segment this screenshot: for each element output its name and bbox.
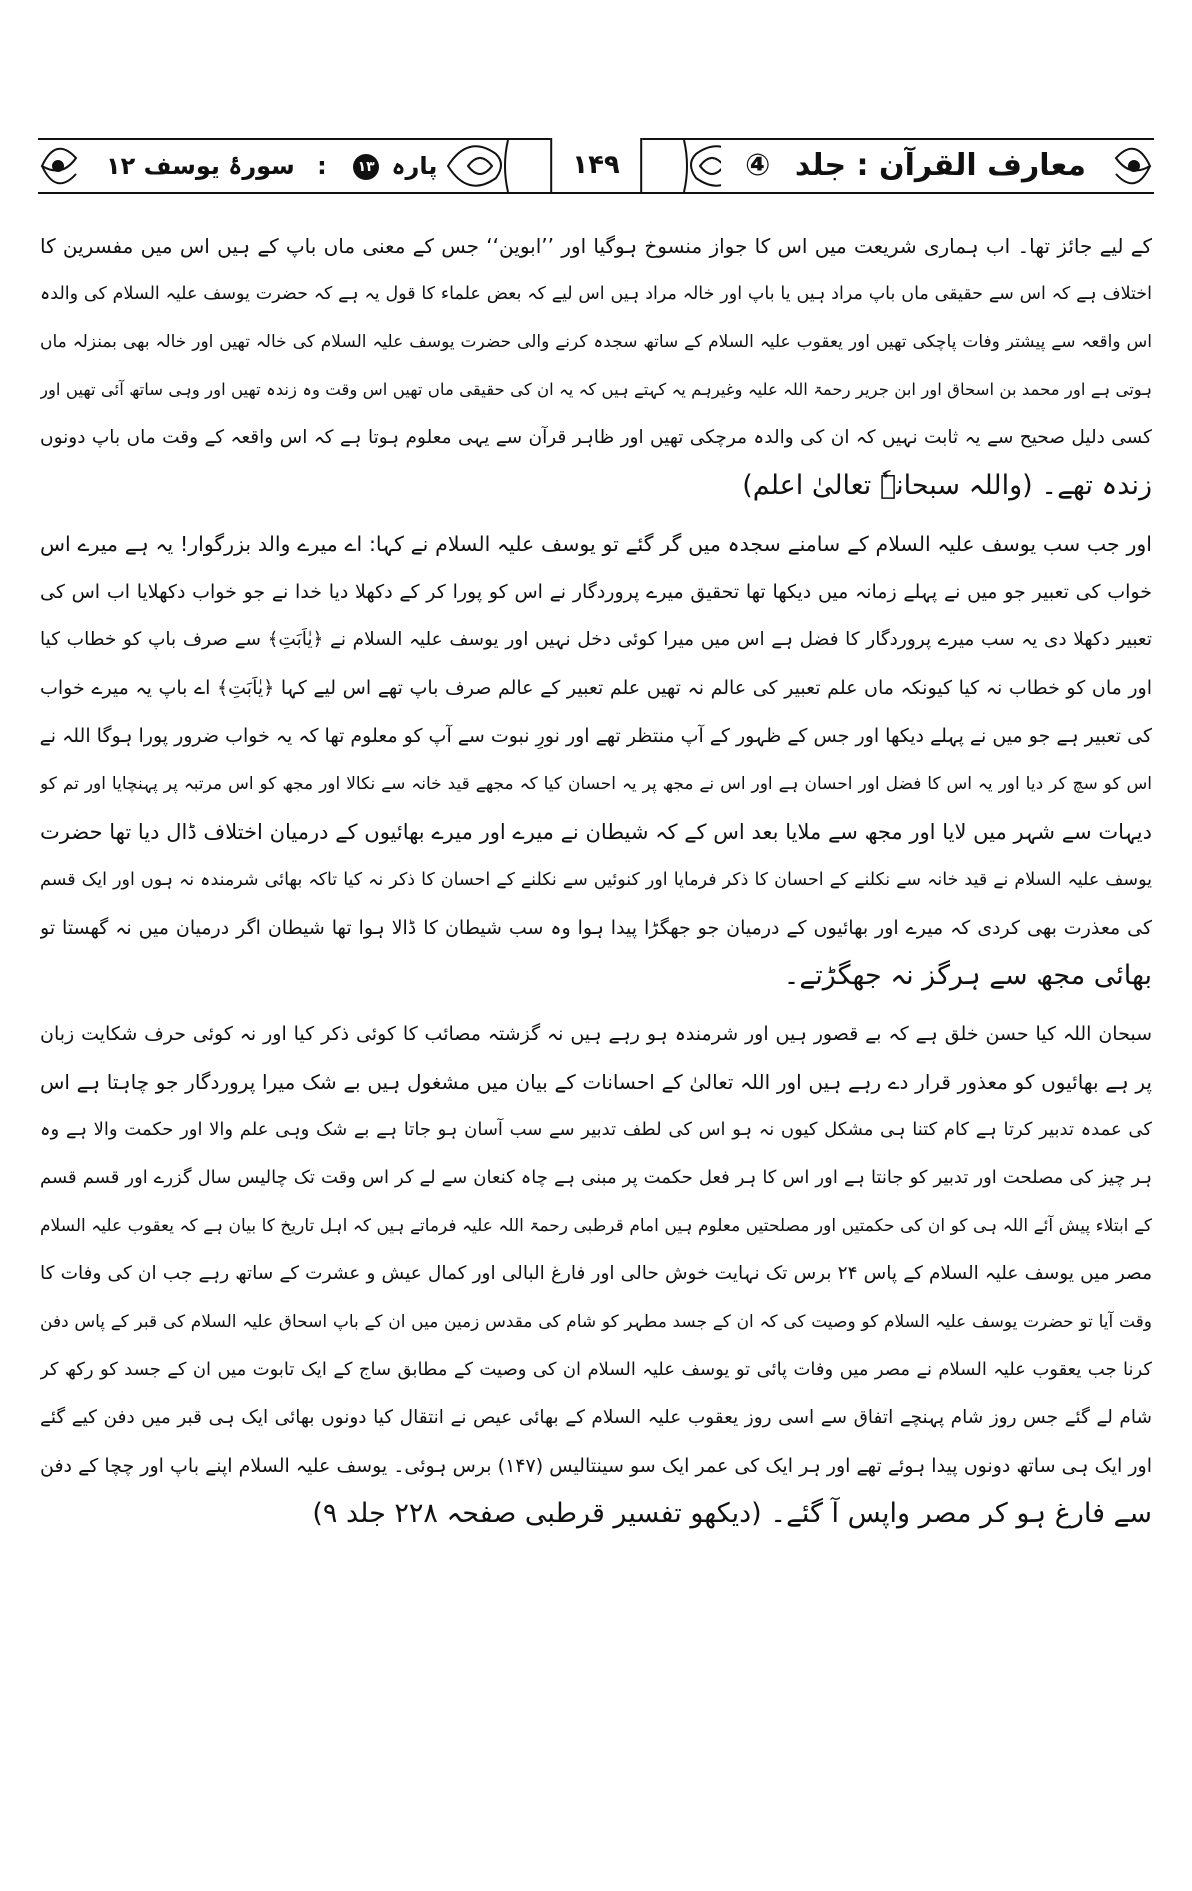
- text-line: سے فارغ ہو کر مصر واپس آ گئے۔ (دیکھو تفسیر قرطبی صفحہ ۲۲۸ جلد ۹): [312, 1498, 1152, 1529]
- header-book-title: [721, 144, 1096, 188]
- text-line: کسی دلیل صحیح سے یہ ثابت نہیں کہ ان کی والدہ مرچکی تھیں اور ظاہر قرآن سے یہی معلوم ہوتا ہے کہ اس واقعہ کے وقت ماں باپ دونوں: [40, 427, 1152, 448]
- header-separator: :: [317, 152, 327, 180]
- text-line: دیہات سے شہر میں لایا اور مجھ سے ملایا بعد اس کے کہ شیطان نے میرے اور میرے بھائیوں کے درمیان اختلاف ڈال دیا تھا حضرت: [40, 820, 1152, 844]
- text-line: خواب کی تعبیر جو میں نے پہلے زمانہ میں دیکھا تھا تحقیق میرے پروردگار نے اس کو پورا کر کے دکھلا دیا خدا نے جو خواب دکھلایا اب اس کی: [40, 581, 1152, 603]
- paragraph-3: [40, 1010, 1152, 1538]
- text-line: کی تعبیر ہے جو میں نے پہلے دیکھا اور جس کے ظہور کے آپ منتظر تھے اور نورِ نبوت سے آپ کو معلوم تھا کہ یہ خواب ضرور پورا ہوگا اللہ نے: [40, 725, 1152, 747]
- paragraph-2: [40, 520, 1152, 1000]
- text-line: وقت آیا تو حضرت یوسف علیہ السلام کو وصیت کی کہ ان کے جسد مطہر کو شام کی مقدس زمین میں ان کے باپ اسحاق علیہ السلام کی قبر کے پاس دفن: [40, 1312, 1152, 1332]
- text-line: اختلاف ہے کہ اس سے حقیقی ماں باپ مراد ہیں یا باپ اور خالہ مراد ہیں اس لیے کہ بعض علماء کا قول یہ ہے کہ حضرت یوسف علیہ السلام کی والدہ: [40, 284, 1152, 304]
- text-line: اور ماں کو خطاب نہ کیا کیونکہ ماں علم تعبیر کی عالم نہ تھیں علم تعبیر کے عالم صرف باپ تھے اس لیے کہا ﴿یٰاَبَتِ﴾ اے باپ یہ میرے خواب: [40, 677, 1152, 699]
- text-line: ہوتی ہے اور محمد بن اسحاق اور ابن جریر رحمۃ اللہ علیہ وغیرہم یہ کہتے ہیں کہ یہ ان کی حقیقی ماں تھیں اس وقت وہ زندہ تھیں اور وہی ساتھ آئی تھیں اور: [40, 380, 1152, 399]
- text-line: زندہ تھے۔ (واللہ سبحانہٗ تعالیٰ اعلم): [742, 470, 1152, 501]
- text-line: یوسف علیہ السلام نے قید خانہ سے نکلنے کے احسان کا ذکر فرمایا اور کنوئیں سے نکلنے کے احسان کا ذکر نہ کیا تاکہ بھائی شرمندہ نہ ہوں اور ایک قسم: [40, 870, 1152, 890]
- surah-name: سورۂ یوسف ۱۲: [106, 152, 295, 180]
- text-line: تعبیر دکھلا دی یہ سب میرے پروردگار کا فضل ہے اس میں میرا کوئی دخل نہیں اور یوسف علیہ السلام نے ﴿یٰاَبَتِ﴾ سے صرف باپ کو خطاب کیا: [40, 629, 1152, 650]
- header-surah-info: [96, 144, 447, 188]
- para-label: پارہ: [391, 152, 438, 180]
- paragraph-1: [40, 222, 1152, 510]
- text-line: مصر میں یوسف علیہ السلام کے پاس ۲۴ برس تک نہایت خوش حالی اور فارغ البالی اور کمال عیش و عشرت کے ساتھ رہے جب ان کی وفات کا: [40, 1263, 1152, 1284]
- page-header: [38, 120, 1154, 208]
- text-line: اس کو سچ کر دیا اور یہ اس کا فضل اور احسان ہے اور اس نے مجھ پر یہ احسان کیا کہ مجھے قید خانہ سے نکالا اور مجھ کو اس مرتبہ پر پہنچایا اور تم کو: [40, 774, 1152, 794]
- text-line: اور ایک ہی ساتھ دونوں پیدا ہوئے تھے اور ہر ایک کی عمر ایک سو سینتالیس (۱۴۷) برس ہوئی۔ یوسف علیہ السلام اپنے باپ اور چچا کے دفن: [40, 1455, 1152, 1477]
- text-line: کے ابتلاء پیش آئے اللہ ہی کو ان کی حکمتیں اور مصلحتیں معلوم ہیں امام قرطبی رحمۃ اللہ علیہ فرماتے ہیں کہ اہل تاریخ کا بیان ہے کہ یعقوب علیہ السلام: [40, 1216, 1152, 1236]
- text-line: شام لے گئے جس روز شام پہنچے اتفاق سے اسی روز یعقوب علیہ السلام کے بھائی عیص نے انتقال کیا دونوں بھائی ایک ہی قبر میں دفن کیے گئے: [40, 1407, 1152, 1428]
- text-line: کی معذرت بھی کردی کہ میرے اور بھائیوں کے درمیان جو جھگڑا پیدا ہوا وہ سب شیطان کا ڈالا ہوا تھا شیطان اگر درمیان میں نہ گھستا تو: [40, 917, 1152, 939]
- text-line: اور جب سب یوسف علیہ السلام کے سامنے سجدہ میں گر گئے تو یوسف علیہ السلام نے کہا: اے میرے والد بزرگوار! یہ ہے میرے اس: [40, 532, 1152, 556]
- book-title: معارف القرآن : جلد: [794, 148, 1086, 183]
- text-line: پر ہے بھائیوں کو معذور قرار دے رہے ہیں اور اللہ تعالیٰ کے احسانات کے بیان میں مشغول ہیں بے شک میرا پروردگار جو چاہتا ہے اس: [40, 1070, 1152, 1094]
- volume-number: ④: [745, 148, 771, 183]
- text-line: اس واقعہ سے پیشتر وفات پاچکی تھیں اور یعقوب علیہ السلام کے ساتھ سجدہ کرنے والی حضرت یوسف علیہ السلام کی خالہ تھیں اور خالہ بھی بمنزلہ ماں: [40, 332, 1152, 352]
- page-body: [40, 222, 1152, 1538]
- text-line: ہر چیز کی مصلحت اور تدبیر کو جانتا ہے اور اس کا ہر فعل حکمت پر مبنی ہے چاہ کنعان سے لے کر اس وقت تک چالیس سال گزرے اور قسم قسم: [40, 1167, 1152, 1188]
- para-number: ۱۳: [353, 154, 379, 180]
- text-line: سبحان اللہ کیا حسن خلق ہے کہ بے قصور ہیں اور شرمندہ ہو رہے ہیں نہ گزشتہ مصائب کا کوئی ذکر کیا اور نہ کوئی حرف شکایت زبان: [40, 1023, 1152, 1045]
- text-line: کرنا جب یعقوب علیہ السلام نے مصر میں وفات پائی تو یوسف علیہ السلام ان کی وصیت کے مطابق ساج کے ایک تابوت میں ان کے جسد کو رکھ کر: [40, 1359, 1152, 1380]
- text-line: کی عمدہ تدبیر کرتا ہے کام کتنا ہی مشکل کیوں نہ ہو اس کی لطف تدبیر سے سب آسان ہو جاتا ہے بے شک وہی علم والا اور حکمت والا ہے وہ: [40, 1119, 1152, 1140]
- page-number: ۱۴۹: [550, 138, 642, 192]
- text-line: بھائی مجھ سے ہرگز نہ جھگڑتے۔: [783, 960, 1152, 991]
- text-line: کے لیے جائز تھا۔ اب ہماری شریعت میں اس کا جواز منسوخ ہوگیا اور ’’ابوین‘‘ جس کے معنی ماں باپ کے ہیں اس میں مفسرین کا: [40, 234, 1152, 258]
